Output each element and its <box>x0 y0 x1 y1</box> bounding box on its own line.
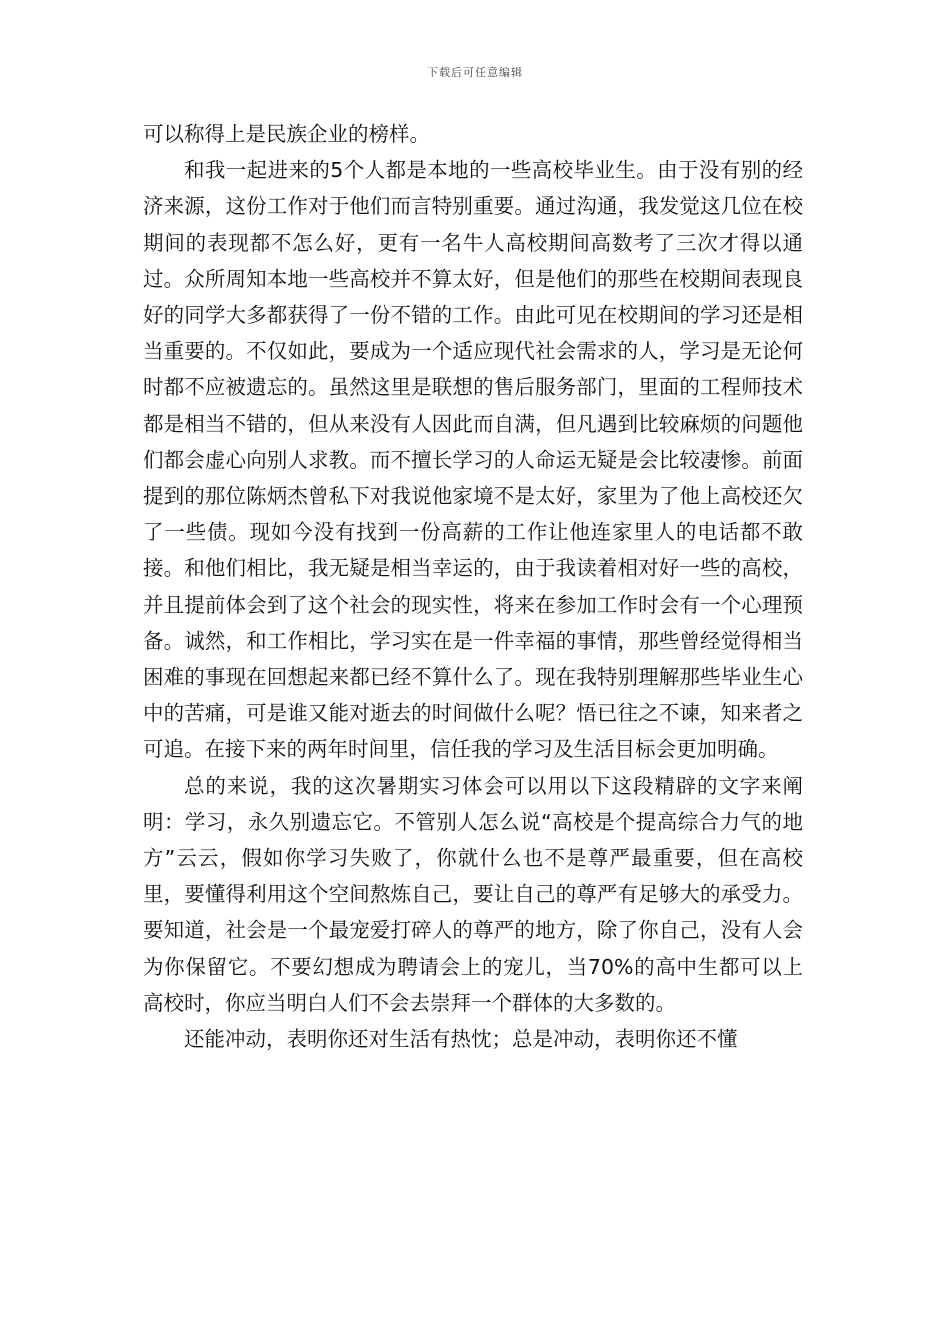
paragraph: 和我一起进来的5个人都是本地的一些高校毕业生。由于没有别的经济来源，这份工作对于他们而言特别重要。通过沟通，我发觉这几位在校期间的表现都不怎么好，更有一名牛人高校期间高数考了三次才得以通过。众所周知本地一些高校并不算太好，但是他们的那些在校期间表现良好的同学大多都获得了一份不错的工作。由此可见在校期间的学习还是相当重要的。不仅如此，要成为一个适应现代社会需求的人，学习是无论何时都不应被遗忘的。虽然这里是联想的售后服务部门，里面的工程师技术都是相当不错的，但从来没有人因此而自满，但凡遇到比较麻烦的问题他们都会虚心向别人求教。而不擅长学习的人命运无疑是会比较凄惨。前面提到的那位陈炳杰曾私下对我说他家境不是太好，家里为了他上高校还欠了一些债。现如今没有找到一份高薪的工作让他连家里人的电话都不敢接。和他们相比，我无疑是相当幸运的，由于我读着相对好一些的高校，并且提前体会到了这个社会的现实性，将来在参加工作时会有一个心理预备。诚然，和工作相比，学习实在是一件幸福的事情，那些曾经觉得相当困难的事现在回想起来都已经不算什么了。现在我特别理解那些毕业生心中的苦痛，可是谁又能对逝去的时间做什么呢？悟已往之不谏，知来者之可追。在接下来的两年时间里，信任我的学习及生活目标会更加明确。 <box>143 158 803 762</box>
paragraph: 还能冲动，表明你还对生活有热忱；总是冲动，表明你还不懂 <box>184 1027 738 1052</box>
header-note: 下载后可任意编辑 <box>427 66 523 79</box>
paragraph: 总的来说，我的这次暑期实习体会可以用以下这段精辟的文字来阐明：学习，永久别遗忘它。不管别人怎么说“高校是个提高综合力气的地方”云云，假如你学习失败了，你就什么也不是尊严最重要，但在高校里，要懂得利用这个空间熬炼自己，要让自己的尊严有足够大的承受力。要知道，社会是一个最宠爱打碎人的尊严的地方，除了你自己，没有人会为你保留它。不要幻想成为聘请会上的宠儿，当70%的高中生都可以上高校时，你应当明白人们不会去崇拜一个群体的大多数的。 <box>143 773 803 1015</box>
document-body <box>143 116 803 1057</box>
paragraph-continuation: 可以称得上是民族企业的榜样。 <box>143 122 430 146</box>
